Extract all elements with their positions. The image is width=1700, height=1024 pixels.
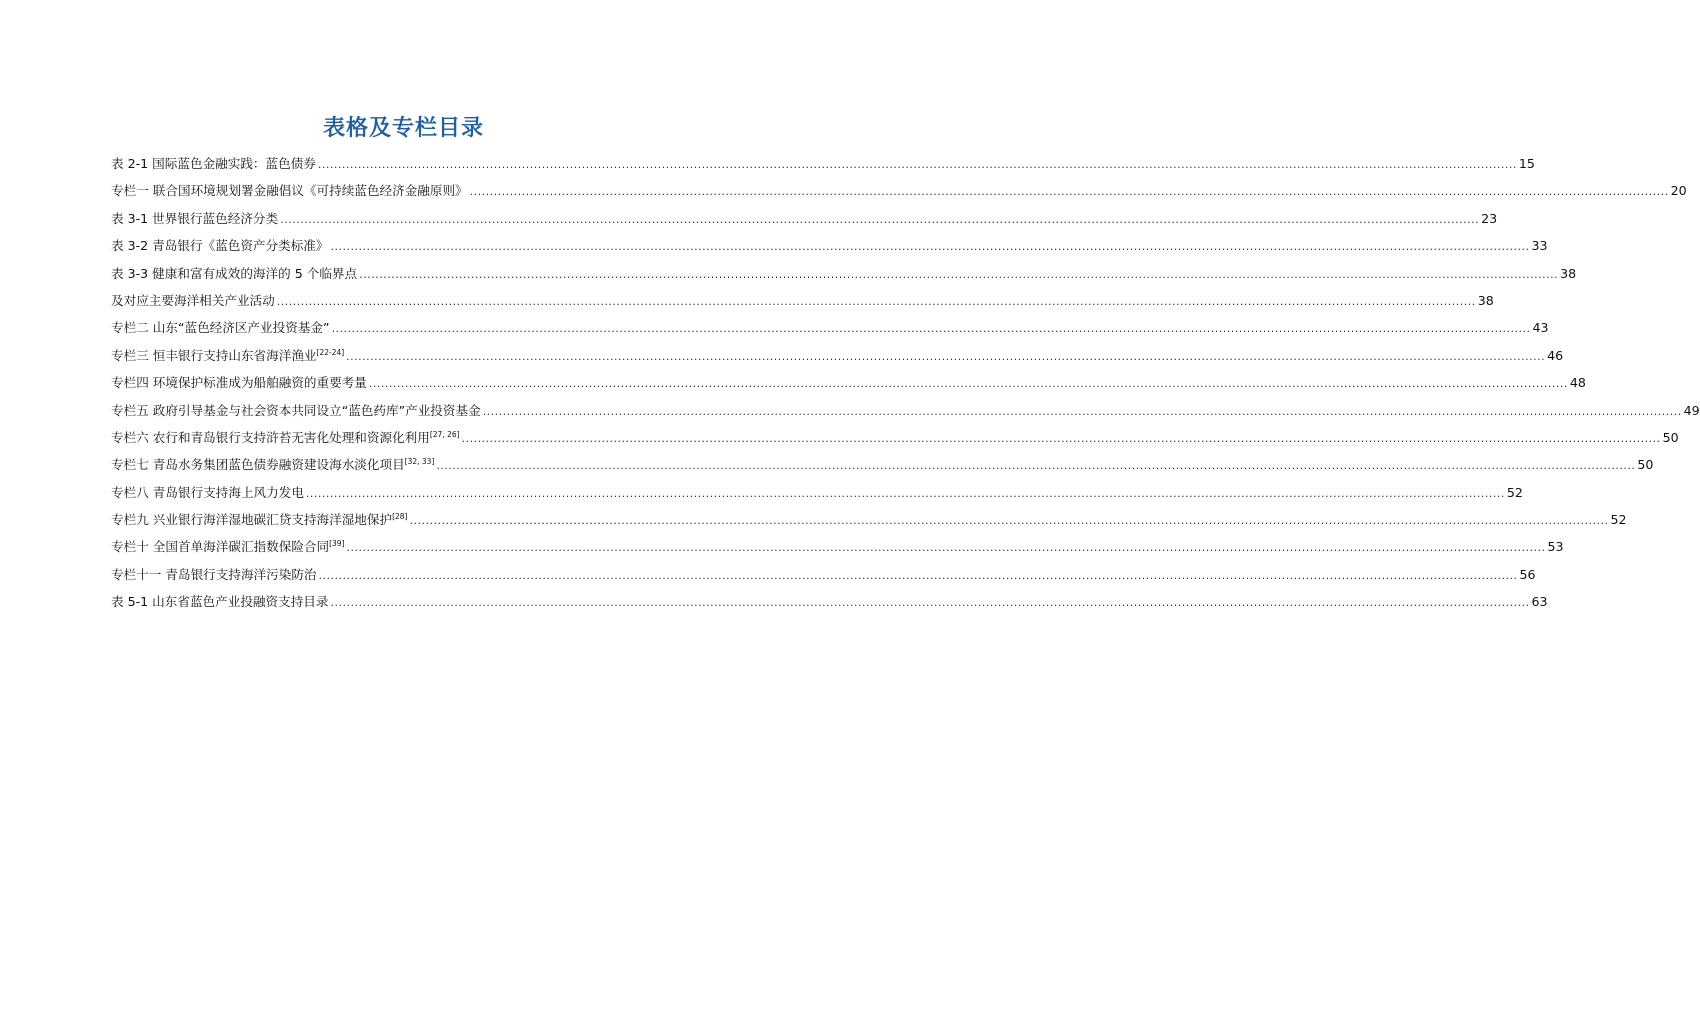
toc-entry-label: [111, 205, 280, 232]
toc-page-number: 23: [1481, 210, 1498, 226]
toc-entry-title: 表 3-1 世界银行蓝色经济分类: [111, 210, 279, 226]
toc-entry-title: 表 3-3 健康和富有成效的海洋的 5 个临界点: [111, 265, 358, 281]
toc-page-number: 56: [1519, 566, 1536, 582]
toc-entry-title: 专栏一 联合国环境规划署金融倡议《可持续蓝色经济金融原则》: [111, 183, 468, 199]
toc-entry-label: [111, 424, 462, 451]
dot-leader: ............................................................................................................................................................................................................................................................................................................: [330, 596, 1530, 610]
toc-page-number: 38: [1477, 292, 1494, 308]
toc-page-number: 49: [1683, 402, 1700, 418]
toc-page-number: 38: [1560, 265, 1577, 281]
toc-entry-title: 专栏三 恒丰银行支持山东省海洋渔业: [111, 347, 317, 363]
citation-ref: [28]: [392, 512, 408, 522]
toc-entry-title: 专栏五 政府引导基金与社会资本共同设立“蓝色药库”产业投资基金: [111, 402, 481, 418]
toc-entry[interactable]: [111, 506, 1627, 533]
citation-ref: [39]: [329, 539, 345, 549]
toc-page-number: 50: [1662, 429, 1679, 445]
toc-entry-label: [111, 588, 330, 615]
toc-page-number: 43: [1532, 320, 1549, 336]
toc-entry-label: [111, 561, 319, 588]
toc-entry-label: [111, 150, 318, 177]
toc-page-number: 50: [1637, 457, 1654, 473]
toc-page-number: 15: [1518, 156, 1535, 171]
toc-entry-label: [111, 369, 369, 396]
toc-entry[interactable]: [111, 588, 1548, 615]
dot-leader: ............................................................................................................................................................................................................................................................................................................: [280, 212, 1480, 226]
toc-entry[interactable]: [111, 369, 1586, 396]
toc-entry[interactable]: [111, 479, 1523, 506]
toc-entry[interactable]: [111, 177, 1687, 204]
toc-entry[interactable]: [111, 561, 1536, 588]
dot-leader: ............................................................................................................................................................................................................................................................................................................: [331, 322, 1531, 336]
dot-leader: ............................................................................................................................................................................................................................................................................................................: [409, 514, 1609, 528]
toc-entry[interactable]: [111, 287, 1494, 314]
toc-entry[interactable]: [111, 314, 1549, 341]
toc-page-number: 48: [1569, 375, 1586, 391]
dot-leader: ............................................................................................................................................................................................................................................................................................................: [359, 267, 1559, 281]
toc-entry-label: [111, 314, 332, 341]
toc-entry-title: 表 3-2 青岛银行《蓝色资产分类标准》: [111, 238, 329, 254]
toc-entry-title: 及对应主要海洋相关产业活动: [111, 292, 275, 308]
toc-entry[interactable]: [111, 205, 1498, 232]
toc-entry-label: [111, 177, 470, 204]
toc-entry[interactable]: [111, 424, 1679, 451]
toc-entry-title: 专栏六 农行和青岛银行支持浒苔无害化处理和资源化利用: [111, 429, 430, 445]
toc-list: [111, 150, 1700, 616]
toc-page-number: 63: [1531, 594, 1548, 610]
dot-leader: ............................................................................................................................................................................................................................................................................................................: [330, 240, 1530, 254]
citation-ref: [22-24]: [316, 347, 345, 357]
toc-page-number: 53: [1547, 539, 1564, 555]
dot-leader: ............................................................................................................................................................................................................................................................................................................: [436, 459, 1636, 473]
toc-entry-label: [111, 506, 409, 533]
toc-entry-title: 专栏八 青岛银行支持海上风力发电: [111, 484, 304, 500]
toc-entry-title: 表 2-1 国际蓝色金融实践：蓝色债券: [111, 156, 316, 171]
toc-entry-title: 表 5-1 山东省蓝色产业投融资支持目录: [111, 594, 329, 610]
toc-entry-title: 专栏十一 青岛银行支持海洋污染防治: [111, 566, 317, 582]
dot-leader: ............................................................................................................................................................................................................................................................................................................: [346, 349, 1546, 363]
toc-entry[interactable]: [111, 150, 1535, 177]
citation-ref: [27, 26]: [429, 429, 460, 439]
dot-leader: ............................................................................................................................................................................................................................................................................................................: [368, 377, 1568, 391]
toc-entry-label: [111, 451, 436, 478]
toc-entry-title: 专栏四 环境保护标准成为船舶融资的重要考量: [111, 375, 367, 391]
toc-entry-title: 专栏二 山东“蓝色经济区产业投资基金”: [111, 320, 330, 336]
citation-ref: [32, 33]: [404, 457, 435, 467]
toc-entry[interactable]: [111, 533, 1564, 560]
toc-entry-label: [111, 479, 306, 506]
toc-entry-label: [111, 287, 277, 314]
toc-entry-title: 专栏七 青岛水务集团蓝色债券融资建设海水淡化项目: [111, 457, 405, 473]
toc-entry-label: [111, 232, 330, 259]
toc-entry-title: 专栏十 全国首单海洋碳汇指数保险合同: [111, 539, 330, 555]
toc-page-number: 52: [1506, 484, 1523, 500]
toc-entry-label: [111, 533, 347, 560]
toc-page-number: 20: [1670, 183, 1687, 199]
toc-entry-title: 专栏九 兴业银行海洋湿地碳汇贷支持海洋湿地保护: [111, 512, 393, 528]
page-title: 表格及专栏目录: [322, 116, 484, 141]
dot-leader: ............................................................................................................................................................................................................................................................................................................: [482, 404, 1682, 418]
toc-entry[interactable]: [111, 397, 1700, 424]
dot-leader: ............................................................................................................................................................................................................................................................................................................: [346, 541, 1546, 555]
toc-entry-label: [111, 260, 359, 287]
toc-page-number: 46: [1547, 347, 1564, 363]
toc-entry[interactable]: [111, 342, 1564, 369]
dot-leader: ............................................................................................................................................................................................................................................................................................................: [305, 486, 1505, 500]
dot-leader: ............................................................................................................................................................................................................................................................................................................: [318, 568, 1518, 582]
dot-leader: ............................................................................................................................................................................................................................................................................................................: [276, 294, 1476, 308]
toc-entry-label: [111, 342, 346, 369]
toc-entry-label: [111, 397, 483, 424]
dot-leader: ............................................................................................................................................................................................................................................................................................................: [317, 158, 1517, 171]
toc-entry[interactable]: [111, 451, 1654, 478]
toc-page-number: 33: [1531, 238, 1548, 254]
toc-entry[interactable]: [111, 260, 1577, 287]
dot-leader: ............................................................................................................................................................................................................................................................................................................: [461, 431, 1661, 445]
toc-entry[interactable]: [111, 232, 1548, 259]
dot-leader: ............................................................................................................................................................................................................................................................................................................: [469, 185, 1669, 199]
toc-page-number: 52: [1610, 512, 1627, 528]
